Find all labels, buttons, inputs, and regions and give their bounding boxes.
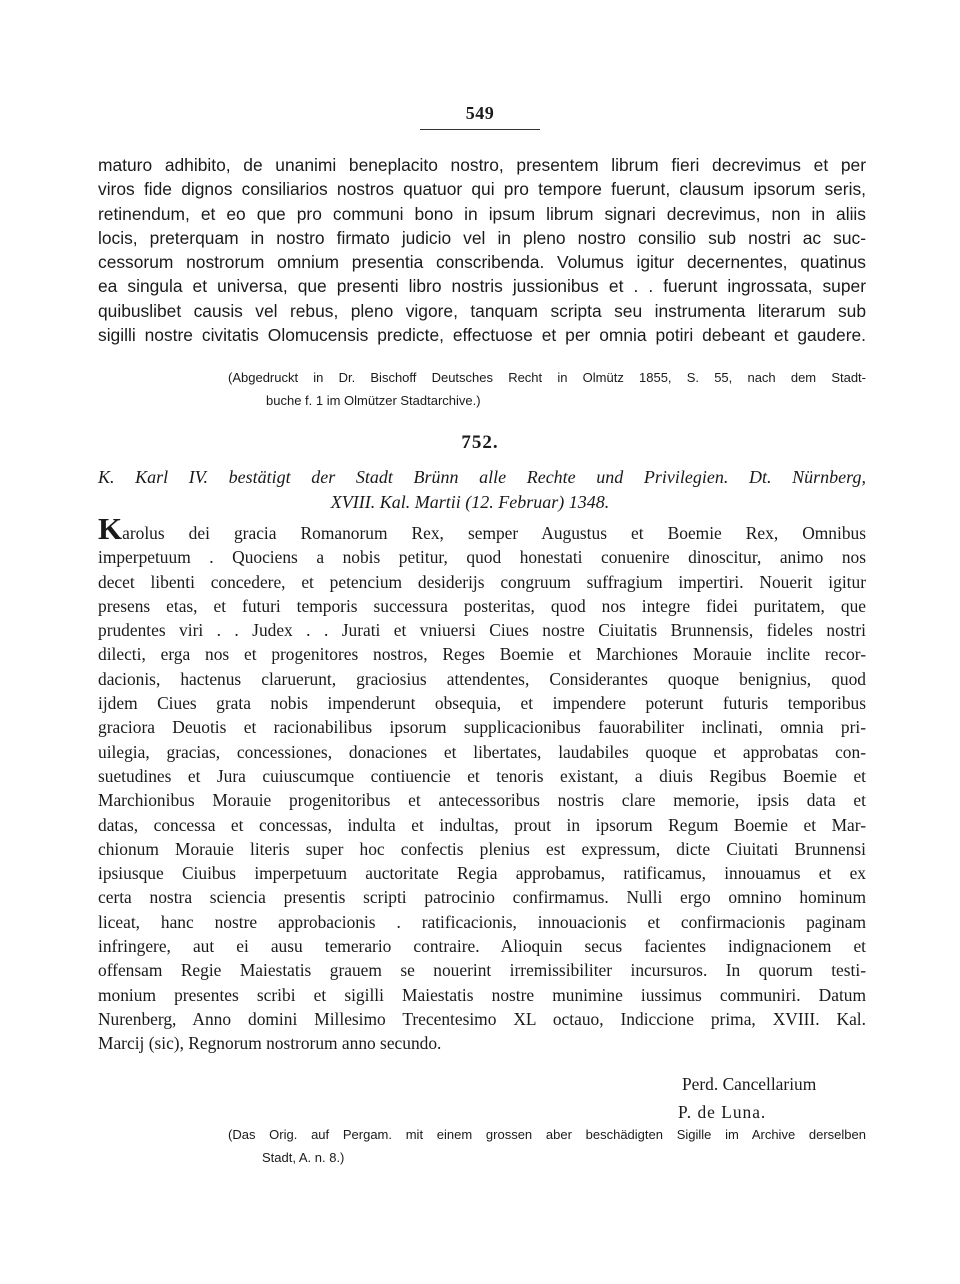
paragraph-line: Marcij (sic), Regnorum nostrorum anno secundo. (98, 1033, 442, 1054)
paragraph-line: ea singula et universa, que presenti libro nostris jussionibus et . . fuerunt ingrossata, super (98, 276, 866, 297)
source-note-line: (Das Orig. auf Pergam. mit einem grossen aber beschädigten Sigille im Archive derselben (228, 1127, 866, 1142)
paragraph-1 (98, 153, 866, 347)
paragraph-line: cessorum nostrorum omnium presentia conscribenda. Volumus igitur decernentes, quatinus (98, 252, 866, 273)
source-note-2 (228, 1123, 866, 1169)
paragraph-line: prudentes viri . . Judex . . Jurati et vniuersi Ciues nostre Ciuitatis Brunnensis, fideles nostri (98, 620, 866, 641)
page-number-rule (420, 129, 540, 130)
paragraph-line: viros fide dignos consiliarios nostros quatuor qui pro tempore fuerunt, clausum ipsorum seris, (98, 179, 866, 200)
source-note-line: buche f. 1 im Olmützer Stadtarchive.) (266, 393, 481, 408)
signature-line: Perd. Cancellarium (682, 1074, 817, 1094)
heading-line: XVIII. Kal. Martii (12. Februar) 1348. (330, 492, 610, 512)
drop-initial: K (98, 511, 123, 546)
paragraph-line: presens etas, et futuri temporis successura posteritas, quod nos integre fidei puritatem, que (98, 595, 866, 616)
page-number: 549 (465, 103, 495, 123)
signature-line: P. de Luna. (678, 1102, 767, 1122)
paragraph-first-line-text: arolus dei gracia Romanorum Rex, semper Augustus et Boemie Rex, Omnibus (122, 523, 866, 543)
paragraph-line: imperpetuum . Quociens a nobis petitur, quod honestati conuenire dinoscitur, animo nos (98, 547, 866, 568)
paragraph-line: dacionis, hactenus claruerunt, graciosius attendentes, Considerantes quoque benignius, quod (98, 668, 866, 689)
source-note-line: Stadt, A. n. 8.) (262, 1150, 345, 1165)
paragraph-line: liceat, hanc nostre approbacionis . ratificacionis, innouacionis et confirmacionis paginam (98, 911, 866, 932)
paragraph-line: ijdem Ciues grata nobis impenderunt obsequia, et impendere poterunt futuris temporibus (98, 693, 866, 714)
paragraph-line: Marchionibus Morauie progenitoribus et antecessoribus nostris clare memorie, ipsis data et (98, 790, 866, 811)
document-heading (98, 465, 866, 515)
heading-line: K. Karl IV. bestätigt der Stadt Brünn alle Rechte und Privilegien. Dt. Nürnberg, (98, 467, 866, 487)
paragraph-line: suetudines et Jura cuiuscumque contiuencie et tenoris existant, a diuis Regibus Boemie et (98, 765, 866, 786)
signature-block (600, 1070, 860, 1126)
source-note-line: (Abgedruckt in Dr. Bischoff Deutsches Recht in Olmütz 1855, S. 55, nach dem Stadt- (228, 370, 866, 385)
paragraph-line: infringere, aut ei ausu temerario contraire. Alioquin secus facientes indignacionem et (98, 936, 866, 957)
paragraph-line: monium presentes scribi et sigilli Maiestatis nostre munimine iussimus communiri. Datum (98, 984, 866, 1005)
paragraph-line: maturo adhibito, de unanimi beneplacito nostro, presentem librum fieri decrevimus et per (98, 155, 866, 175)
paragraph-line: offensam Regie Maiestatis grauem se nouerint irremissibiliter incursuros. In quorum testi- (98, 960, 866, 981)
paragraph-line: graciora Deuotis et racionabilibus ipsorum supplicacionibus fauorabiliter inclinati, omnia pri- (98, 717, 866, 738)
paragraph-line: dilecti, erga nos et progenitores nostros, Reges Boemie et Marchiones Morauie inclite recor- (98, 644, 866, 665)
document-number: 752. (461, 432, 499, 453)
paragraph-line: locis, preterquam in nostro firmato judicio vel in pleno nostro consilio sub nostri ac suc- (98, 227, 866, 248)
paragraph-line: decet libenti concedere, et petencium desiderijs congruum suffragium impertiri. Nouerit igitur (98, 571, 866, 592)
paragraph-line: retinendum, et eo que pro communi bono in ipsum librum signari decrevimus, non in aliis (98, 203, 866, 224)
paragraph-line: Nurenberg, Anno domini Millesimo Trecentesimo XL octauo, Indiccione prima, XVIII. Kal. (98, 1008, 866, 1029)
paragraph-first-line (98, 511, 866, 546)
paragraph-line: sigilli nostre civitatis Olomucensis predicte, effectuose et per omnia potiri debeant et gaudere. (98, 325, 866, 346)
paragraph-2 (98, 511, 866, 1056)
source-note-1 (228, 366, 866, 412)
paragraph-line: certa nostra sciencia presentis scripti patrocinio confirmamus. Nulli ergo omnino hominum (98, 887, 866, 908)
paragraph-line: ipsiusque Ciuibus imperpetuum auctoritate Regia approbamus, ratificamus, innouamus et ex (98, 863, 866, 884)
paragraph-line: datas, concessa et concessas, indulta et indultas, prout in ipsorum Regum Boemie et Mar- (98, 814, 866, 835)
paragraph-line: quibuslibet causis vel rebus, pleno vigore, tanquam scripta seu instrumenta literarum sub (98, 300, 866, 321)
paragraph-line: uilegia, gracias, concessiones, donaciones et libertates, laudabiles quoque et approbatas con- (98, 741, 866, 762)
paragraph-line: chionum Morauie literis super hoc confectis plenius est expressum, dicte Ciuitati Brunnensi (98, 838, 866, 859)
